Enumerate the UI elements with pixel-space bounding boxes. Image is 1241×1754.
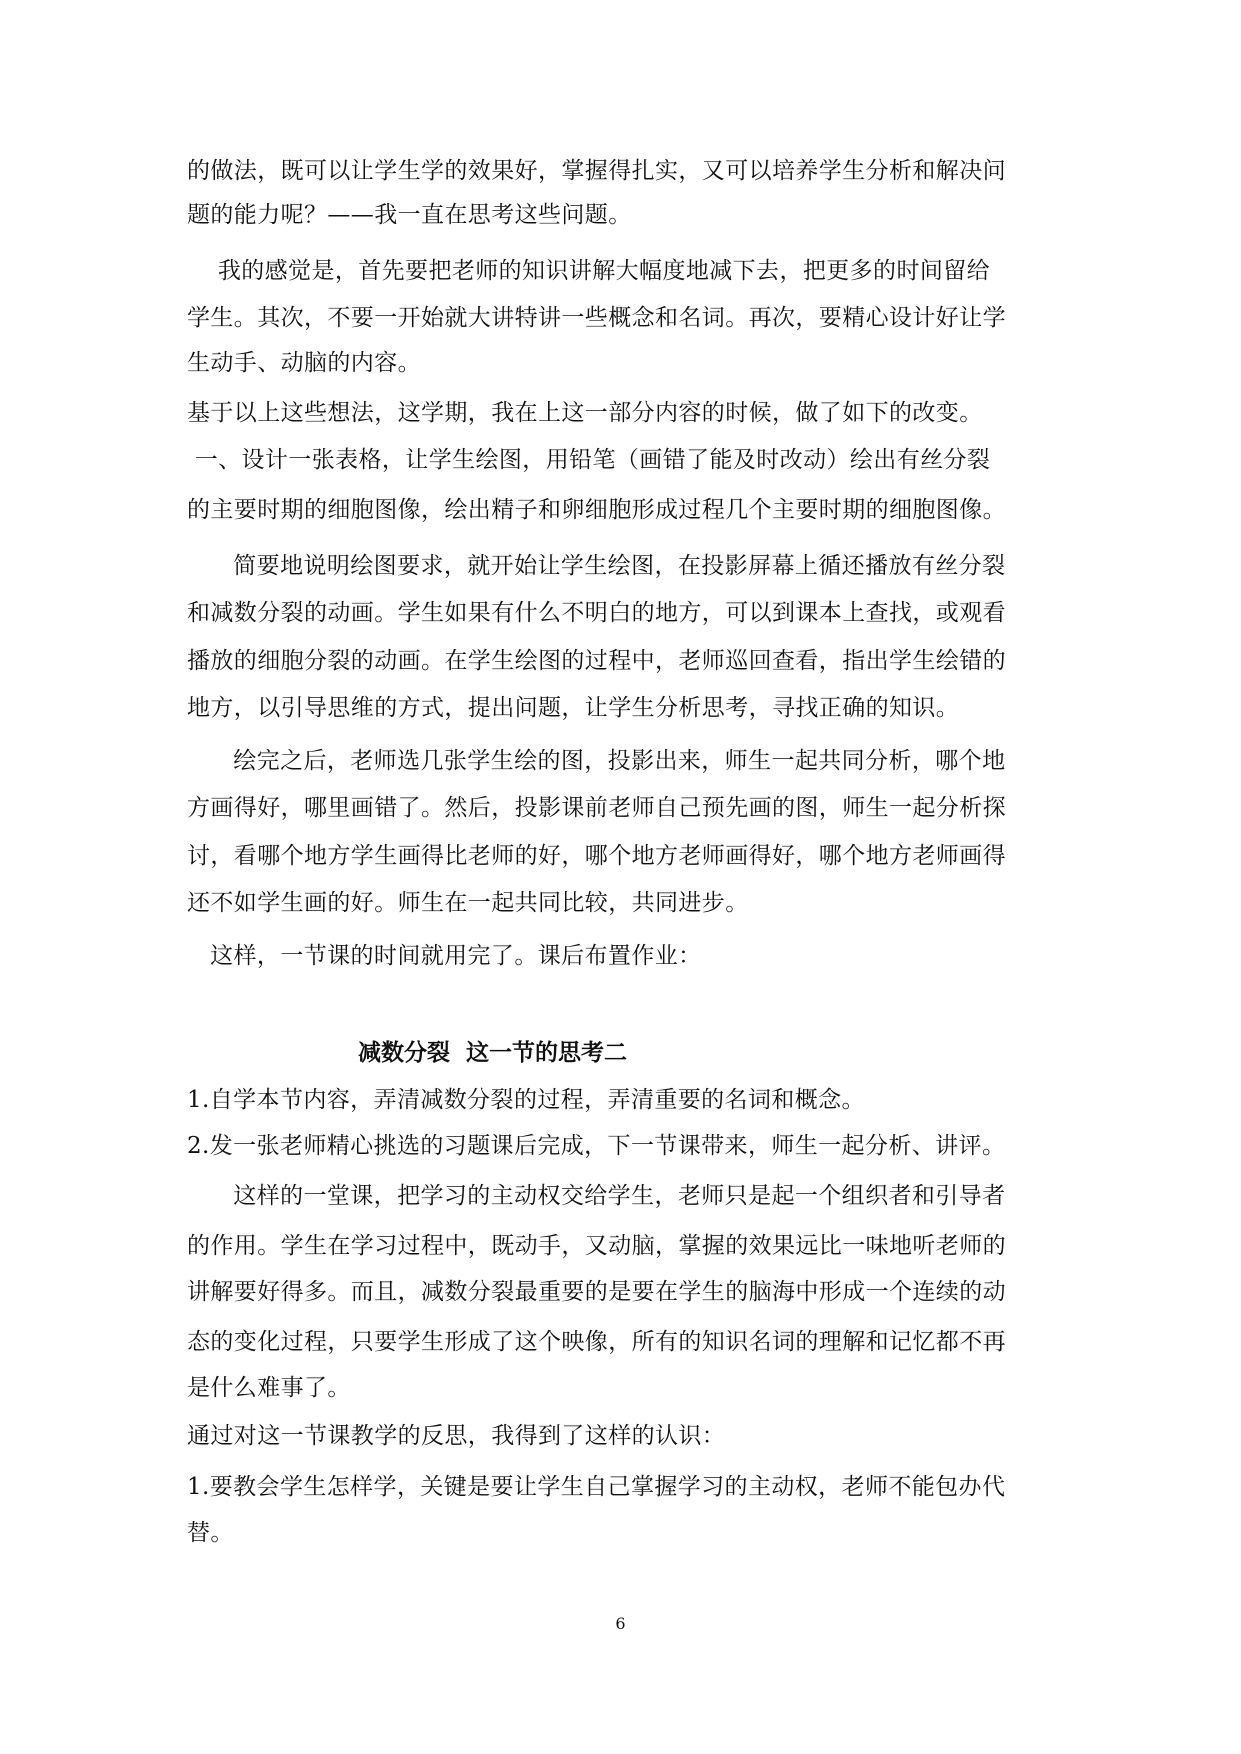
text-line: 还不如学生画的好。师生在一起共同比较，共同进步。 (187, 890, 749, 916)
text-line: 一、设计一张表格，让学生绘图，用铅笔（画错了能及时改动）绘出有丝分裂 (187, 447, 991, 473)
text-line: 这样的一堂课，把学习的主动权交给学生，老师只是起一个组织者和引导者 (187, 1183, 1006, 1209)
text-line: 的作用。学生在学习过程中，既动手，又动脑，掌握的效果远比一味地听老师的 (187, 1233, 1006, 1259)
text-line: 2.发一张老师精心挑选的习题课后完成，下一节课带来，师生一起分析、讲评。 (187, 1133, 1006, 1159)
text-line: 替。 (187, 1520, 234, 1546)
text-line: 这样，一节课的时间就用完了。课后布置作业： (187, 943, 702, 969)
text-line: 1.要教会学生怎样学，关键是要让学生自己掌握学习的主动权，老师不能包办代 (187, 1474, 1006, 1500)
text-line: 播放的细胞分裂的动画。在学生绘图的过程中，老师巡回查看，指出学生绘错的 (187, 648, 1006, 674)
text-line: 通过对这一节课教学的反思，我得到了这样的认识： (187, 1423, 726, 1449)
text-line: 方画得好，哪里画错了。然后，投影课前老师自己预先画的图，师生一起分析探 (187, 795, 1006, 821)
text-line: 是什么难事了。 (187, 1375, 351, 1401)
text-line: 和减数分裂的动画。学生如果有什么不明白的地方，可以到课本上查找，或观看 (187, 600, 1006, 626)
text-line: 的主要时期的细胞图像，绘出精子和卵细胞形成过程几个主要时期的细胞图像。 (187, 497, 1006, 523)
text-line: 的做法，既可以让学生学的效果好，掌握得扎实，又可以培养学生分析和解决问 (187, 158, 1006, 184)
text-line: 生动手、动脑的内容。 (187, 350, 421, 376)
page-number: 6 (615, 1614, 626, 1633)
section-heading: 减数分裂 这一节的思考二 (358, 1040, 628, 1066)
text-line: 态的变化过程，只要学生形成了这个映像，所有的知识名词的理解和记忆都不再 (187, 1329, 1006, 1355)
text-line: 学生。其次，不要一开始就大讲特讲一些概念和名词。再次，要精心设计好让学 (187, 305, 1006, 331)
text-line: 简要地说明绘图要求，就开始让学生绘图，在投影屏幕上循还播放有丝分裂 (187, 553, 1006, 579)
text-line: 绘完之后，老师选几张学生绘的图，投影出来，师生一起共同分析，哪个地 (187, 748, 1006, 774)
text-line: 1.自学本节内容，弄清减数分裂的过程，弄清重要的名词和概念。 (187, 1087, 865, 1113)
text-line: 题的能力呢？——我一直在思考这些问题。 (187, 202, 632, 228)
text-line: 地方，以引导思维的方式，提出问题，让学生分析思考，寻找正确的知识。 (187, 695, 960, 721)
text-line: 基于以上这些想法，这学期，我在上这一部分内容的时候，做了如下的改变。 (187, 400, 983, 426)
text-line: 我的感觉是，首先要把老师的知识讲解大幅度地减下去，把更多的时间留给 (187, 258, 991, 284)
text-line: 讲解要好得多。而且，减数分裂最重要的是要在学生的脑海中形成一个连续的动 (187, 1279, 1006, 1305)
text-line: 讨，看哪个地方学生画得比老师的好，哪个地方老师画得好，哪个地方老师画得 (187, 843, 1006, 869)
